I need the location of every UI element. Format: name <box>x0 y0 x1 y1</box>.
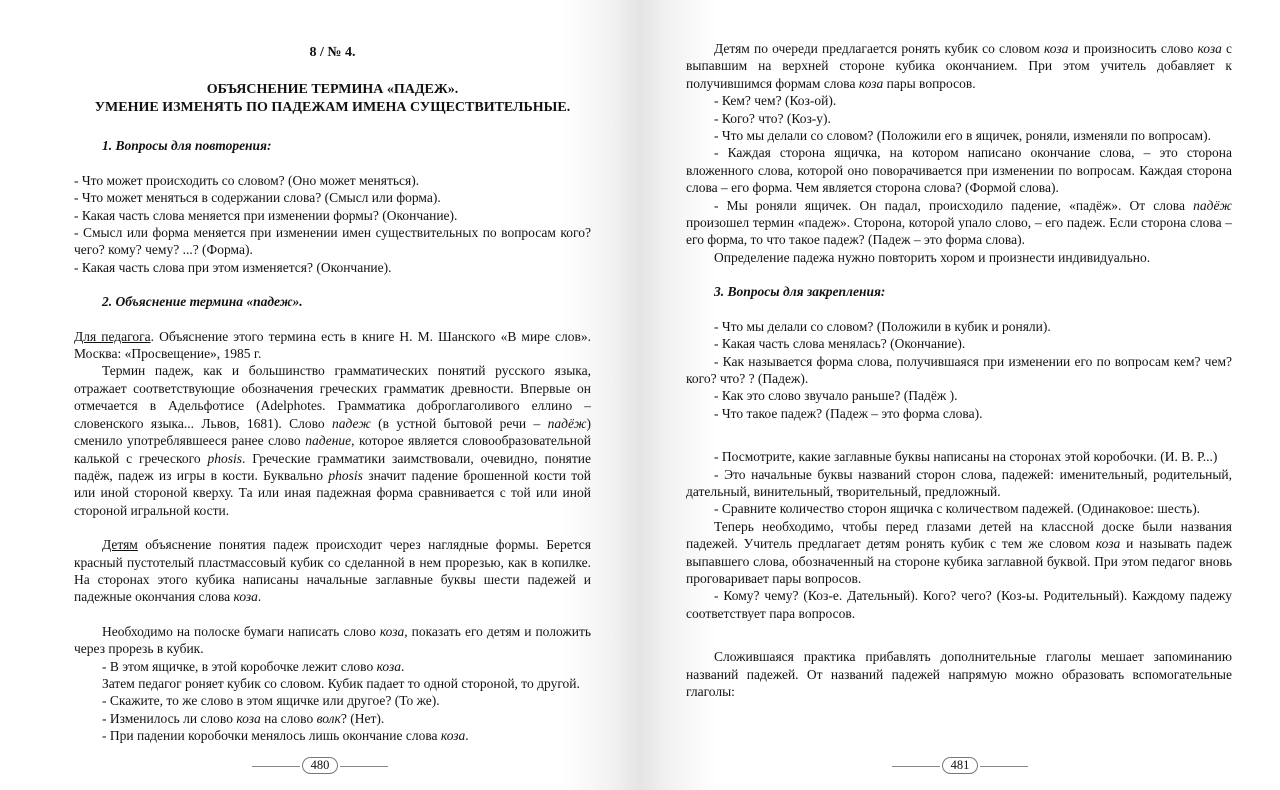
left-page-content <box>74 40 591 745</box>
page-number-480: 480 <box>302 757 339 774</box>
line-compare-count: - Сравните количество сторон ящичка с количеством падежей. (Одинаковое: шесть). <box>714 501 1201 517</box>
lesson-title-line-2: УМЕНИЕ ИЗМЕНЯТЬ ПО ПАДЕЖАМ ИМЕНА СУЩЕСТВИТЕЛЬНЫЕ. <box>94 100 571 116</box>
question-2: - Что может меняться в содержании слова? (Смысл или форма). <box>74 190 441 206</box>
for-teacher-label: Для педагога <box>74 328 151 344</box>
review-question-5: - Что такое падеж? (Падеж – это форма слова). <box>714 405 983 421</box>
question-1: - Что может происходить со словом? (Оно может меняться). <box>74 172 420 188</box>
section-heading-3: 3. Вопросы для закрепления: <box>714 284 886 300</box>
for-kids-label: Детям <box>102 537 138 553</box>
question-4: - Смысл или форма меняется при изменении имен существительных по вопросам кого? чего? кому? чему? ...? (Форма). <box>74 225 591 258</box>
right-page <box>640 0 1280 790</box>
line-ending-changed: - При падении коробочки менялось лишь окончание слова коза. <box>102 728 469 744</box>
paragraph-kids-drop-cube: Детям по очереди предлагается ронять кубик со словом коза и произносить слово коза с выпавшим на верхней стороне кубика окончанием. При этом учитель добавляет к получившимся формам слова коза пары вопросов. <box>686 41 1232 91</box>
review-question-2: - Какая часть слова менялась? (Окончание). <box>714 336 966 352</box>
paragraph-term-history: Термин падеж, как и большинство грамматических понятий русского языка, отражает соответствующие обозначения греческих грамматик древности. Впервые он отмечается в Адельфотисе (Adelphotes. Грамматика доброглаголивого еллино – словенского языка... Львов, 1681). Слово падеж (в устной бытовой речи – падёж) сменило употреблявшееся ранее слово падение, которое является словообразовательной калькой с греческого phosis. Греческие грамматики заимствовали, очевидно, понятие падёж, падеж из игры в кости. Буквально phosis значит падение брошенной кости той или иной стороной кверху. Та или иная падежная форма сравнивается с той или иной стороной игральной кости. <box>74 363 592 518</box>
review-question-3: - Как называется форма слова, получившаяся при изменении его по вопросам кем? чем? кого? что? ? (Падеж). <box>686 353 1232 386</box>
line-instrumental: - Кем? чем? (Коз-ой). <box>714 93 837 109</box>
section-heading-2: 2. Объяснение термина «падеж». <box>102 294 303 310</box>
line-roll-cube: Затем педагог роняет кубик со словом. Кубик падает то одной стороной, то другой. <box>102 675 580 691</box>
line-same-word: - Скажите, то же слово в этом ящичке или другое? (То же). <box>102 693 440 709</box>
line-accusative: - Кого? что? (Коз-у). <box>714 110 831 126</box>
page-number-left <box>0 757 640 774</box>
line-case-names: - Это начальные буквы названий сторон слова, падежей: именительный, родительный, дательный, винительный, творительный, предложный. <box>686 466 1232 499</box>
line-what-we-did: - Что мы делали со словом? (Положили его в ящичек, роняли, изменяли по вопросам). <box>714 128 1211 144</box>
line-look-letters: - Посмотрите, какие заглавные буквы написаны на сторонах этой коробочки. (И. В. Р...) <box>714 449 1218 465</box>
paragraph-for-kids: Детям объяснение понятия падеж происходит через наглядные формы. Берется красный пустотелый пластмассовый кубик со сделанной в нем прорезью, как в копилке. На сторонах этого кубика написаны начальные заглавные буквы шести падежей и падежные окончания слова коза. <box>74 537 591 605</box>
paragraph-board-names: Теперь необходимо, чтобы перед глазами детей на классной доске были названия падежей. Учитель предлагает детям ронять кубик с тем же словом коза и называть падеж выпавшего слова, обозначенный на стороне кубика заглавной буквой. При этом педагог вновь проговаривает пары вопросов. <box>686 518 1232 586</box>
page-number-right <box>640 757 1280 774</box>
line-dative-genitive: - Кому? чему? (Коз-е. Дательный). Кого? чего? (Коз-ы. Родительный). Каждому падежу соответствует пара вопросов. <box>686 588 1232 621</box>
paragraph-aux-verbs: Сложившаяся практика прибавлять дополнительные глаголы мешает запоминанию названий падежей. От названий падежей напрямую можно образовать вспомогательные глаголы: <box>686 649 1232 699</box>
question-5: - Какая часть слова при этом изменяется? (Окончание). <box>74 259 392 275</box>
paragraph-for-teacher: Для педагога. Объяснение этого термина есть в книге Н. М. Шанского «В мире слов». Москва: «Просвещение», 1985 г. <box>74 328 591 362</box>
line-box-word: - В этом ящичке, в этой коробочке лежит слово коза. <box>102 658 405 674</box>
line-origin-term: - Мы роняли ящичек. Он падал, происходило падение, «падёж». От слова падёж произошел термин «падеж». Сторона, которой упало слово, – его падеж. Если сторона слова – его форма, то что такое падеж? (Падеж – это форма слова). <box>686 197 1232 248</box>
page-number-481: 481 <box>942 757 979 774</box>
paragraph-paper-strip: Необходимо на полоске бумаги написать слово коза, показать его детям и положить через прорезь в кубик. <box>74 623 591 657</box>
line-repeat-definition: Определение падежа нужно повторить хором и произнести индивидуально. <box>714 249 1151 265</box>
line-box-side: - Каждая сторона ящичка, на котором написано окончание слова, – это сторона вложенного слова, которой оно поворачивается при изменении по вопросам. Каждая сторона слова – его форма. Чем является сторона слова? (Формой слова). <box>686 145 1232 196</box>
right-page-content <box>686 40 1232 700</box>
review-question-1: - Что мы делали со словом? (Положили в кубик и роняли). <box>714 318 1051 334</box>
lesson-title-line-1: ОБЪЯСНЕНИЕ ТЕРМИНА «ПАДЕЖ». <box>206 82 459 98</box>
section-heading-1: 1. Вопросы для повторения: <box>102 138 272 154</box>
lesson-number: 8 / № 4. <box>309 45 356 60</box>
review-question-4: - Как это слово звучало раньше? (Падёж ). <box>714 388 958 404</box>
question-3: - Какая часть слова меняется при изменении формы? (Окончание). <box>74 207 458 223</box>
line-word-changed: - Изменилось ли слово коза на слово волк? (Нет). <box>102 710 385 726</box>
